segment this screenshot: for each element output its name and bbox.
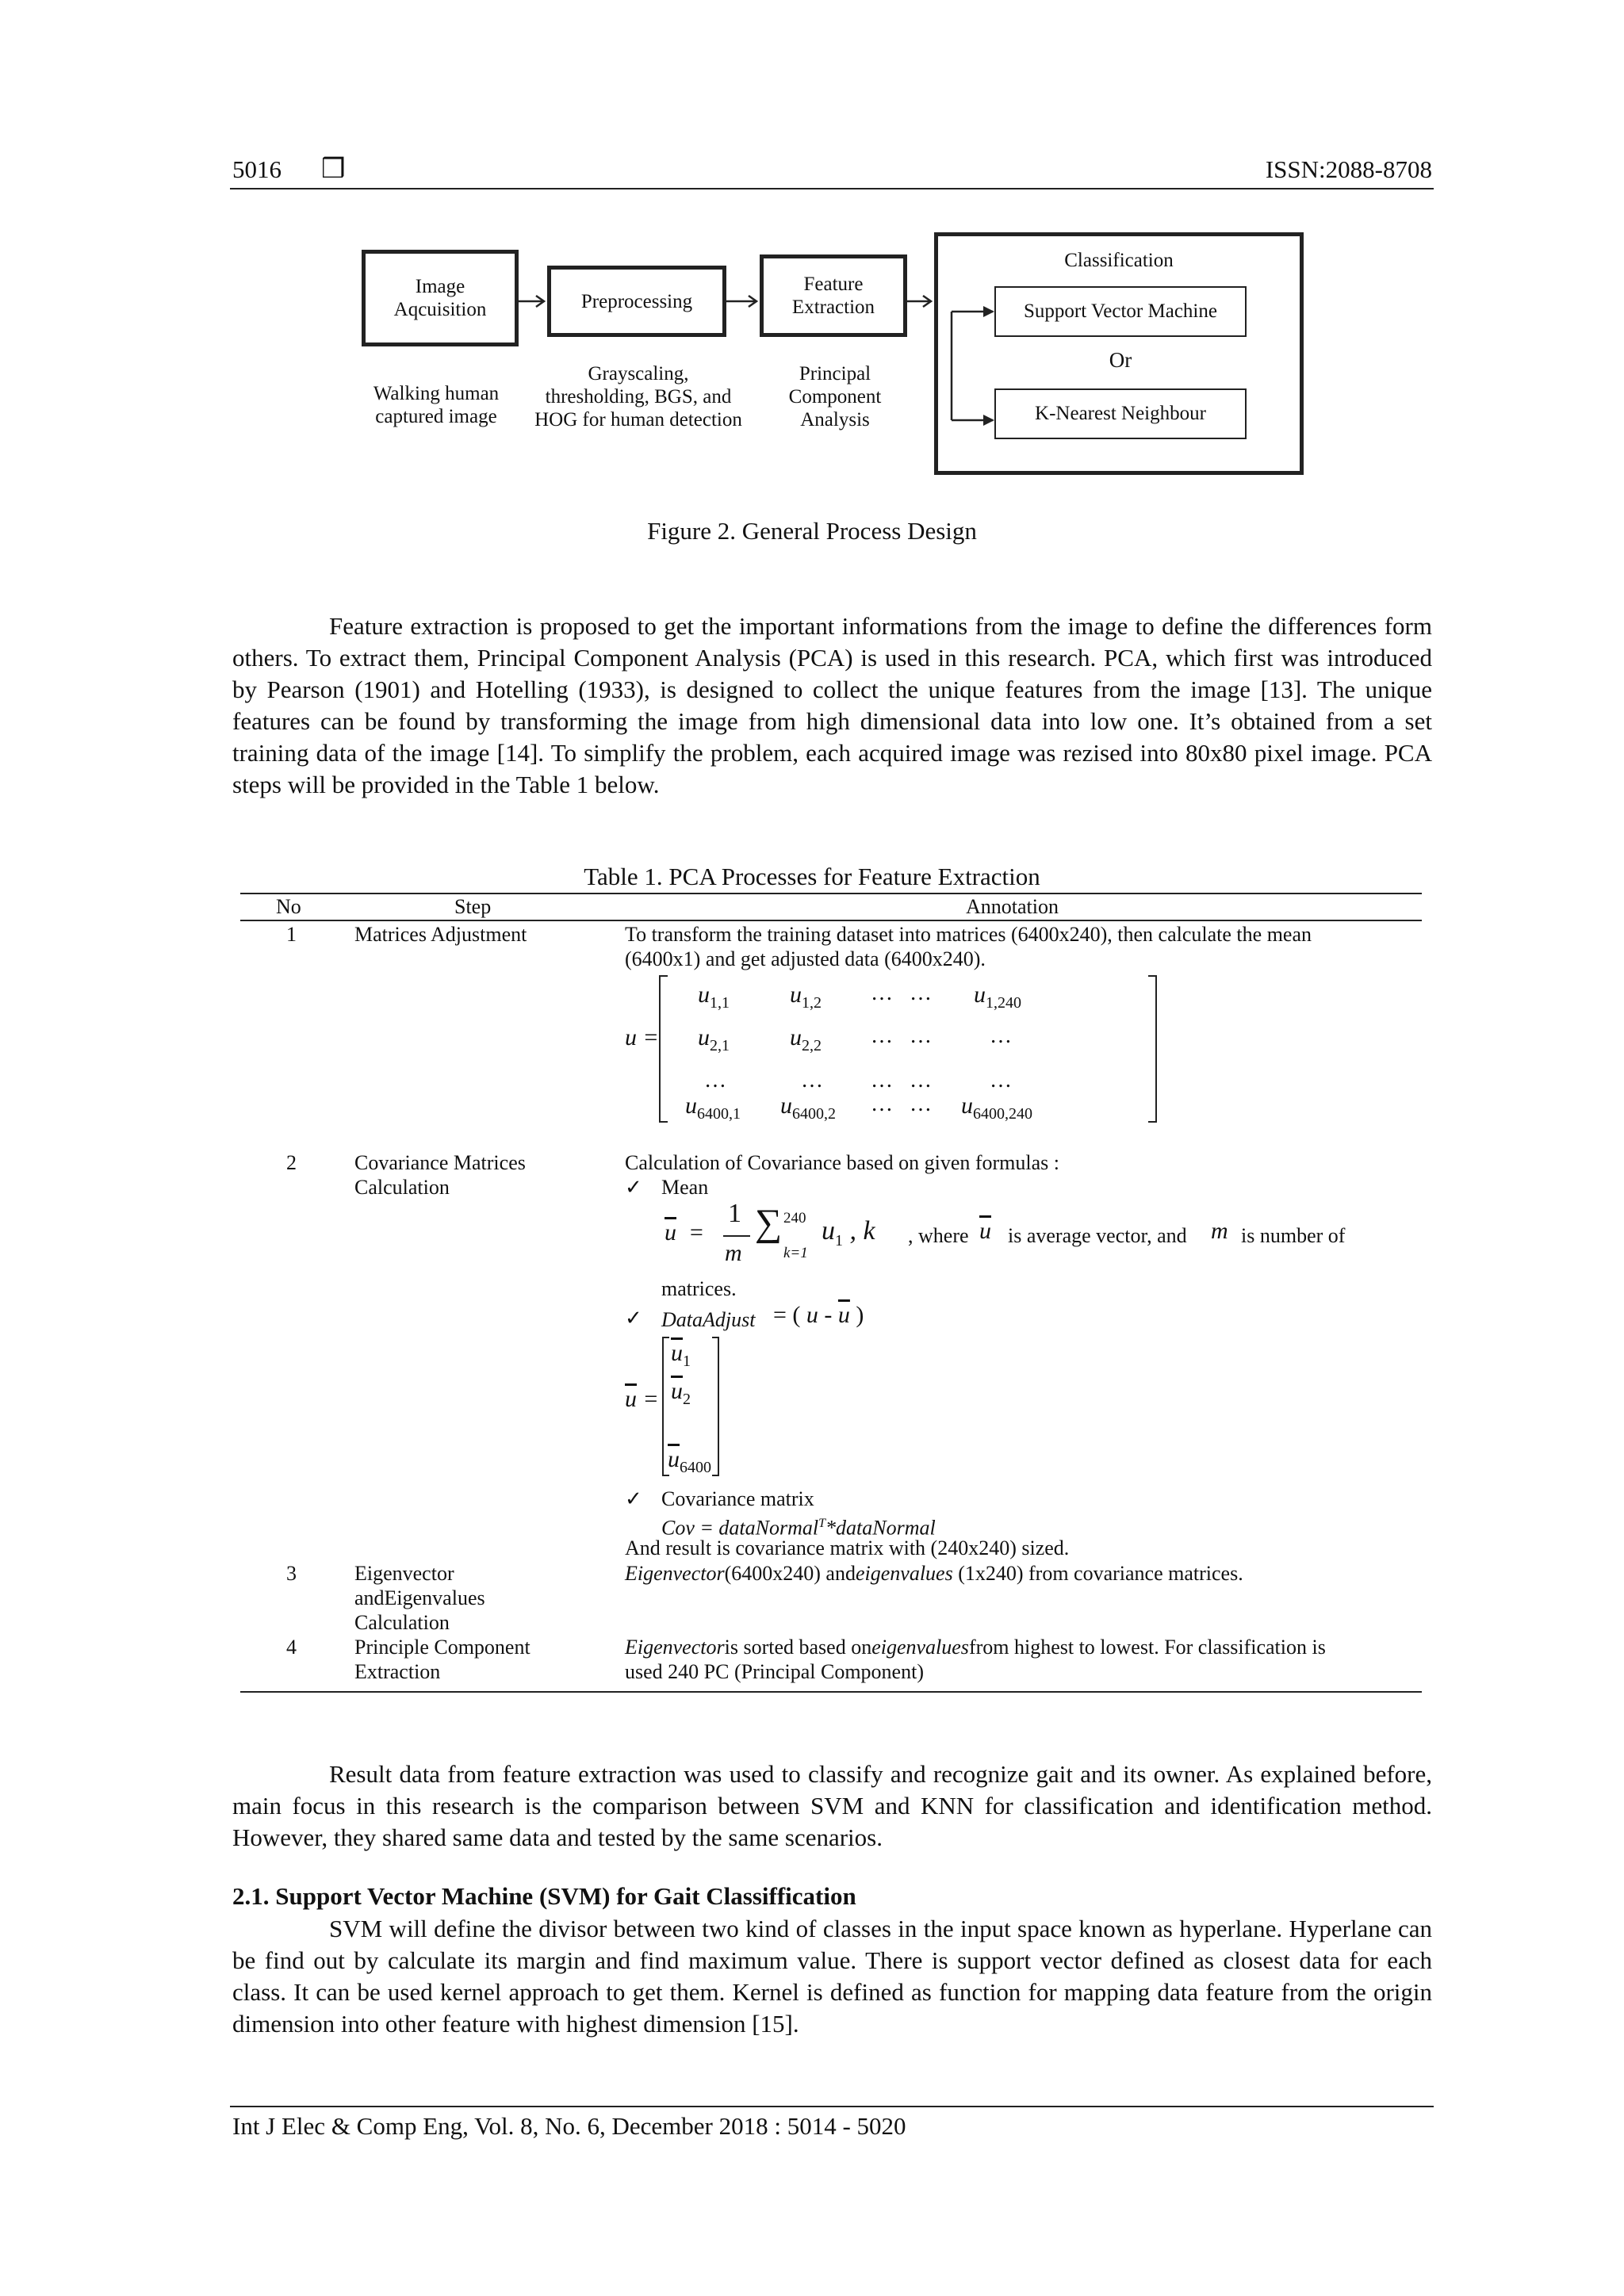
row4-annotation-line2: used 240 PC (Principal Component) (625, 1660, 924, 1683)
sum-lower: k=1 (783, 1245, 808, 1261)
mean-term: $u_1$ , k (822, 1216, 875, 1249)
table-top-rule (240, 893, 1422, 894)
ubar-lhs: $\overline{u}$ = (625, 1386, 659, 1412)
mean-where: , where (908, 1224, 969, 1247)
row3-ann-i1: Eigenvector (625, 1562, 725, 1585)
table-header-rule (240, 920, 1422, 921)
check-icon: ✓ (625, 1176, 642, 1199)
row4-no: 4 (286, 1636, 297, 1659)
page-number: 5016 (232, 155, 282, 183)
arrowhead-knn (983, 415, 994, 426)
matrix-u-lhs: u = (625, 1024, 659, 1050)
row3-step-line3: Calculation (354, 1611, 450, 1634)
cov-label: Covariance matrix (661, 1487, 814, 1510)
footer-citation: Int J Elec & Comp Eng, Vol. 8, No. 6, December 2018 : 5014 - 5020 (232, 2112, 906, 2140)
diagram-arrows (349, 226, 1316, 480)
box-symbol-icon: ❒ (321, 155, 346, 184)
m-dots-r3c: … … (871, 1068, 932, 1093)
section-heading: 2.1. Support Vector Machine (SVM) for Gait Classiffication (232, 1882, 856, 1910)
m-u64001: $u_{6400,1}$ (685, 1093, 741, 1123)
row4-annotation (625, 1635, 1326, 1659)
row3-ann-t2: (1x240) from covariance matrices. (952, 1562, 1243, 1585)
table-caption: Table 1. PCA Processes for Feature Extraction (584, 863, 1040, 890)
row3-ann-i2: eigenvalues (855, 1562, 953, 1585)
process-diagram (349, 226, 1316, 480)
acquisition-caption: Walking human captured image (373, 383, 500, 427)
ubar-1: $\overline{u}_1$ (671, 1340, 691, 1370)
mean-desc1: is average vector, and (1008, 1224, 1187, 1247)
table-body (240, 922, 1422, 1691)
mean-desc2: is number of (1241, 1224, 1346, 1247)
m-dots-r3a: … (704, 1068, 726, 1093)
intro-paragraph (232, 610, 1432, 801)
check-icon-3: ✓ (625, 1487, 642, 1510)
mean-where-m: m (1211, 1218, 1228, 1244)
section-paragraph (232, 1913, 1432, 2040)
preprocessing-caption: Grayscaling, thresholding, BGS, and HOG for human detection (534, 363, 742, 430)
row3-ann-t1: (6400x240) and (724, 1562, 856, 1585)
m-u64002: $u_{6400,2}$ (780, 1093, 836, 1123)
row4-ann-i1: Eigenvector (625, 1636, 725, 1659)
m-u21: $u_{2,1}$ (698, 1024, 730, 1054)
intro-text: Feature extraction is proposed to get the important informations from the image to define the differences form others. To extract them, Principal Component Analysis (PCA) is used in this research. PCA, which first was introduced by Pearson (1901) and Hotelling (1933), is designed to collect the unique features from the image [13]. The unique features can be found by transforming the image from high dimensional data into low one. It’s obtained from a set training data of the image [14]. To simplify the problem, each acquired image was rezised into 80x80 pixel image. PCA steps will be provided in the Table 1 below. (232, 612, 1432, 798)
issn: ISSN:2088-8708 (1265, 155, 1432, 183)
check-icon-2: ✓ (625, 1307, 642, 1330)
col-header-annotation: Annotation (966, 895, 1059, 918)
data-adjust-formula: = ( u - $\overline{u}$ ) (773, 1302, 864, 1328)
feature-extraction-label: Feature Extraction (791, 274, 875, 318)
m-dots-r2b: … (990, 1024, 1012, 1048)
svm-label: Support Vector Machine (1024, 300, 1217, 322)
mean-desc3: matrices. (661, 1277, 737, 1300)
classification-label: Classification (1064, 250, 1174, 271)
result-text: Result data from feature extraction was used to classify and recognize gait and its owner. As explained before, main focus in this research is the comparison between SVM and KNN for classification and identification method. However, they shared same data and tested by the same scenarios. (232, 1760, 1432, 1851)
m-u12: $u_{1,2}$ (790, 982, 822, 1012)
m-dots-r3d: … (990, 1068, 1012, 1093)
ubar-6400: $\overline{u}_{6400}$ (668, 1446, 711, 1476)
image-acquisition-label: Image Aqcuisition (393, 276, 487, 320)
m-u6400240: $u_{6400,240}$ (961, 1093, 1032, 1123)
mean-one: 1 (728, 1199, 741, 1228)
arrowhead-svm (983, 306, 994, 317)
cov-result: And result is covariance matrix with (240x240) sized. (625, 1536, 1070, 1559)
m-u22: $u_{2,2}$ (790, 1024, 822, 1054)
figure-caption: Figure 2. General Process Design (647, 517, 977, 545)
result-paragraph (232, 1758, 1432, 1854)
row3-step-line1: Eigenvector (354, 1562, 454, 1585)
row4-ann-i2: eigenvalues (871, 1636, 969, 1659)
section-text: SVM will define the divisor between two kind of classes in the input space known as hyperlane. Hyperlane can be find out by calculate its margin and find maximum value. There is support vector defined as closest data for each class. It can be used kernel approach to get them. Kernel is defined as function for mapping data feature from the origin dimension into other feature with highest dimension [15]. (232, 1915, 1432, 2038)
ubar-2: $\overline{u}_2$ (671, 1378, 691, 1408)
mean-where-ubar: $\overline{u}$ (979, 1218, 991, 1244)
mean-ubar: $\overline{u}$ = (665, 1219, 705, 1246)
m-u1240: $u_{1,240}$ (974, 982, 1021, 1012)
m-dots-r3b: … (801, 1068, 823, 1093)
sum-icon: ∑ (755, 1202, 783, 1244)
cov-formula-b: *dataNormal (825, 1516, 936, 1540)
row2-step-line1: Covariance Matrices (354, 1151, 526, 1174)
m-u11: $u_{1,1}$ (698, 982, 730, 1012)
footer-rule (230, 2106, 1434, 2107)
col-header-no: No (276, 895, 301, 918)
row2-step-line2: Calculation (354, 1176, 450, 1199)
preprocessing-label: Preprocessing (580, 290, 693, 312)
row4-step-line1: Principle Component (354, 1636, 530, 1659)
m-dots-r2: … … (871, 1024, 932, 1048)
matrix-u (625, 974, 1307, 1125)
table-bottom-rule (240, 1691, 1422, 1693)
m-dots-r1: … … (871, 981, 932, 1005)
header-rule (230, 188, 1434, 189)
row4-ann-t1: is sorted based on (724, 1636, 872, 1659)
row3-no: 3 (286, 1562, 297, 1585)
row1-no: 1 (286, 923, 297, 946)
m-dots-r4: … … (871, 1092, 932, 1116)
knn-label: K-Nearest Neighbour (1035, 403, 1206, 424)
row4-step-line2: Extraction (354, 1660, 441, 1683)
ubar-vector (625, 1336, 783, 1479)
data-adjust-label: DataAdjust (661, 1308, 756, 1331)
cov-formula-a: Cov = dataNormal (661, 1516, 819, 1540)
sum-upper: 240 (783, 1210, 806, 1226)
row4-ann-t2: from highest to lowest. For classification is (968, 1636, 1326, 1659)
row2-intro: Calculation of Covariance based on given formulas : (625, 1151, 1060, 1174)
mean-m: m (725, 1240, 742, 1266)
row1-annotation: To transform the training dataset into matrices (6400x240), then calculate the mean (6400x1) and get adjusted data (6400x240). (625, 923, 1312, 970)
cov-formula-sup: T (818, 1517, 826, 1530)
or-label: Or (1109, 348, 1132, 372)
row1-step: Matrices Adjustment (354, 923, 527, 946)
row3-step-line2: andEigenvalues (354, 1586, 485, 1609)
mean-fraction-bar (723, 1235, 750, 1237)
mean-label: Mean (661, 1176, 709, 1199)
row3-annotation (625, 1561, 1243, 1586)
row2-no: 2 (286, 1151, 297, 1174)
col-header-step: Step (454, 895, 492, 918)
feature-caption: Principal Component Analysis (788, 363, 882, 430)
